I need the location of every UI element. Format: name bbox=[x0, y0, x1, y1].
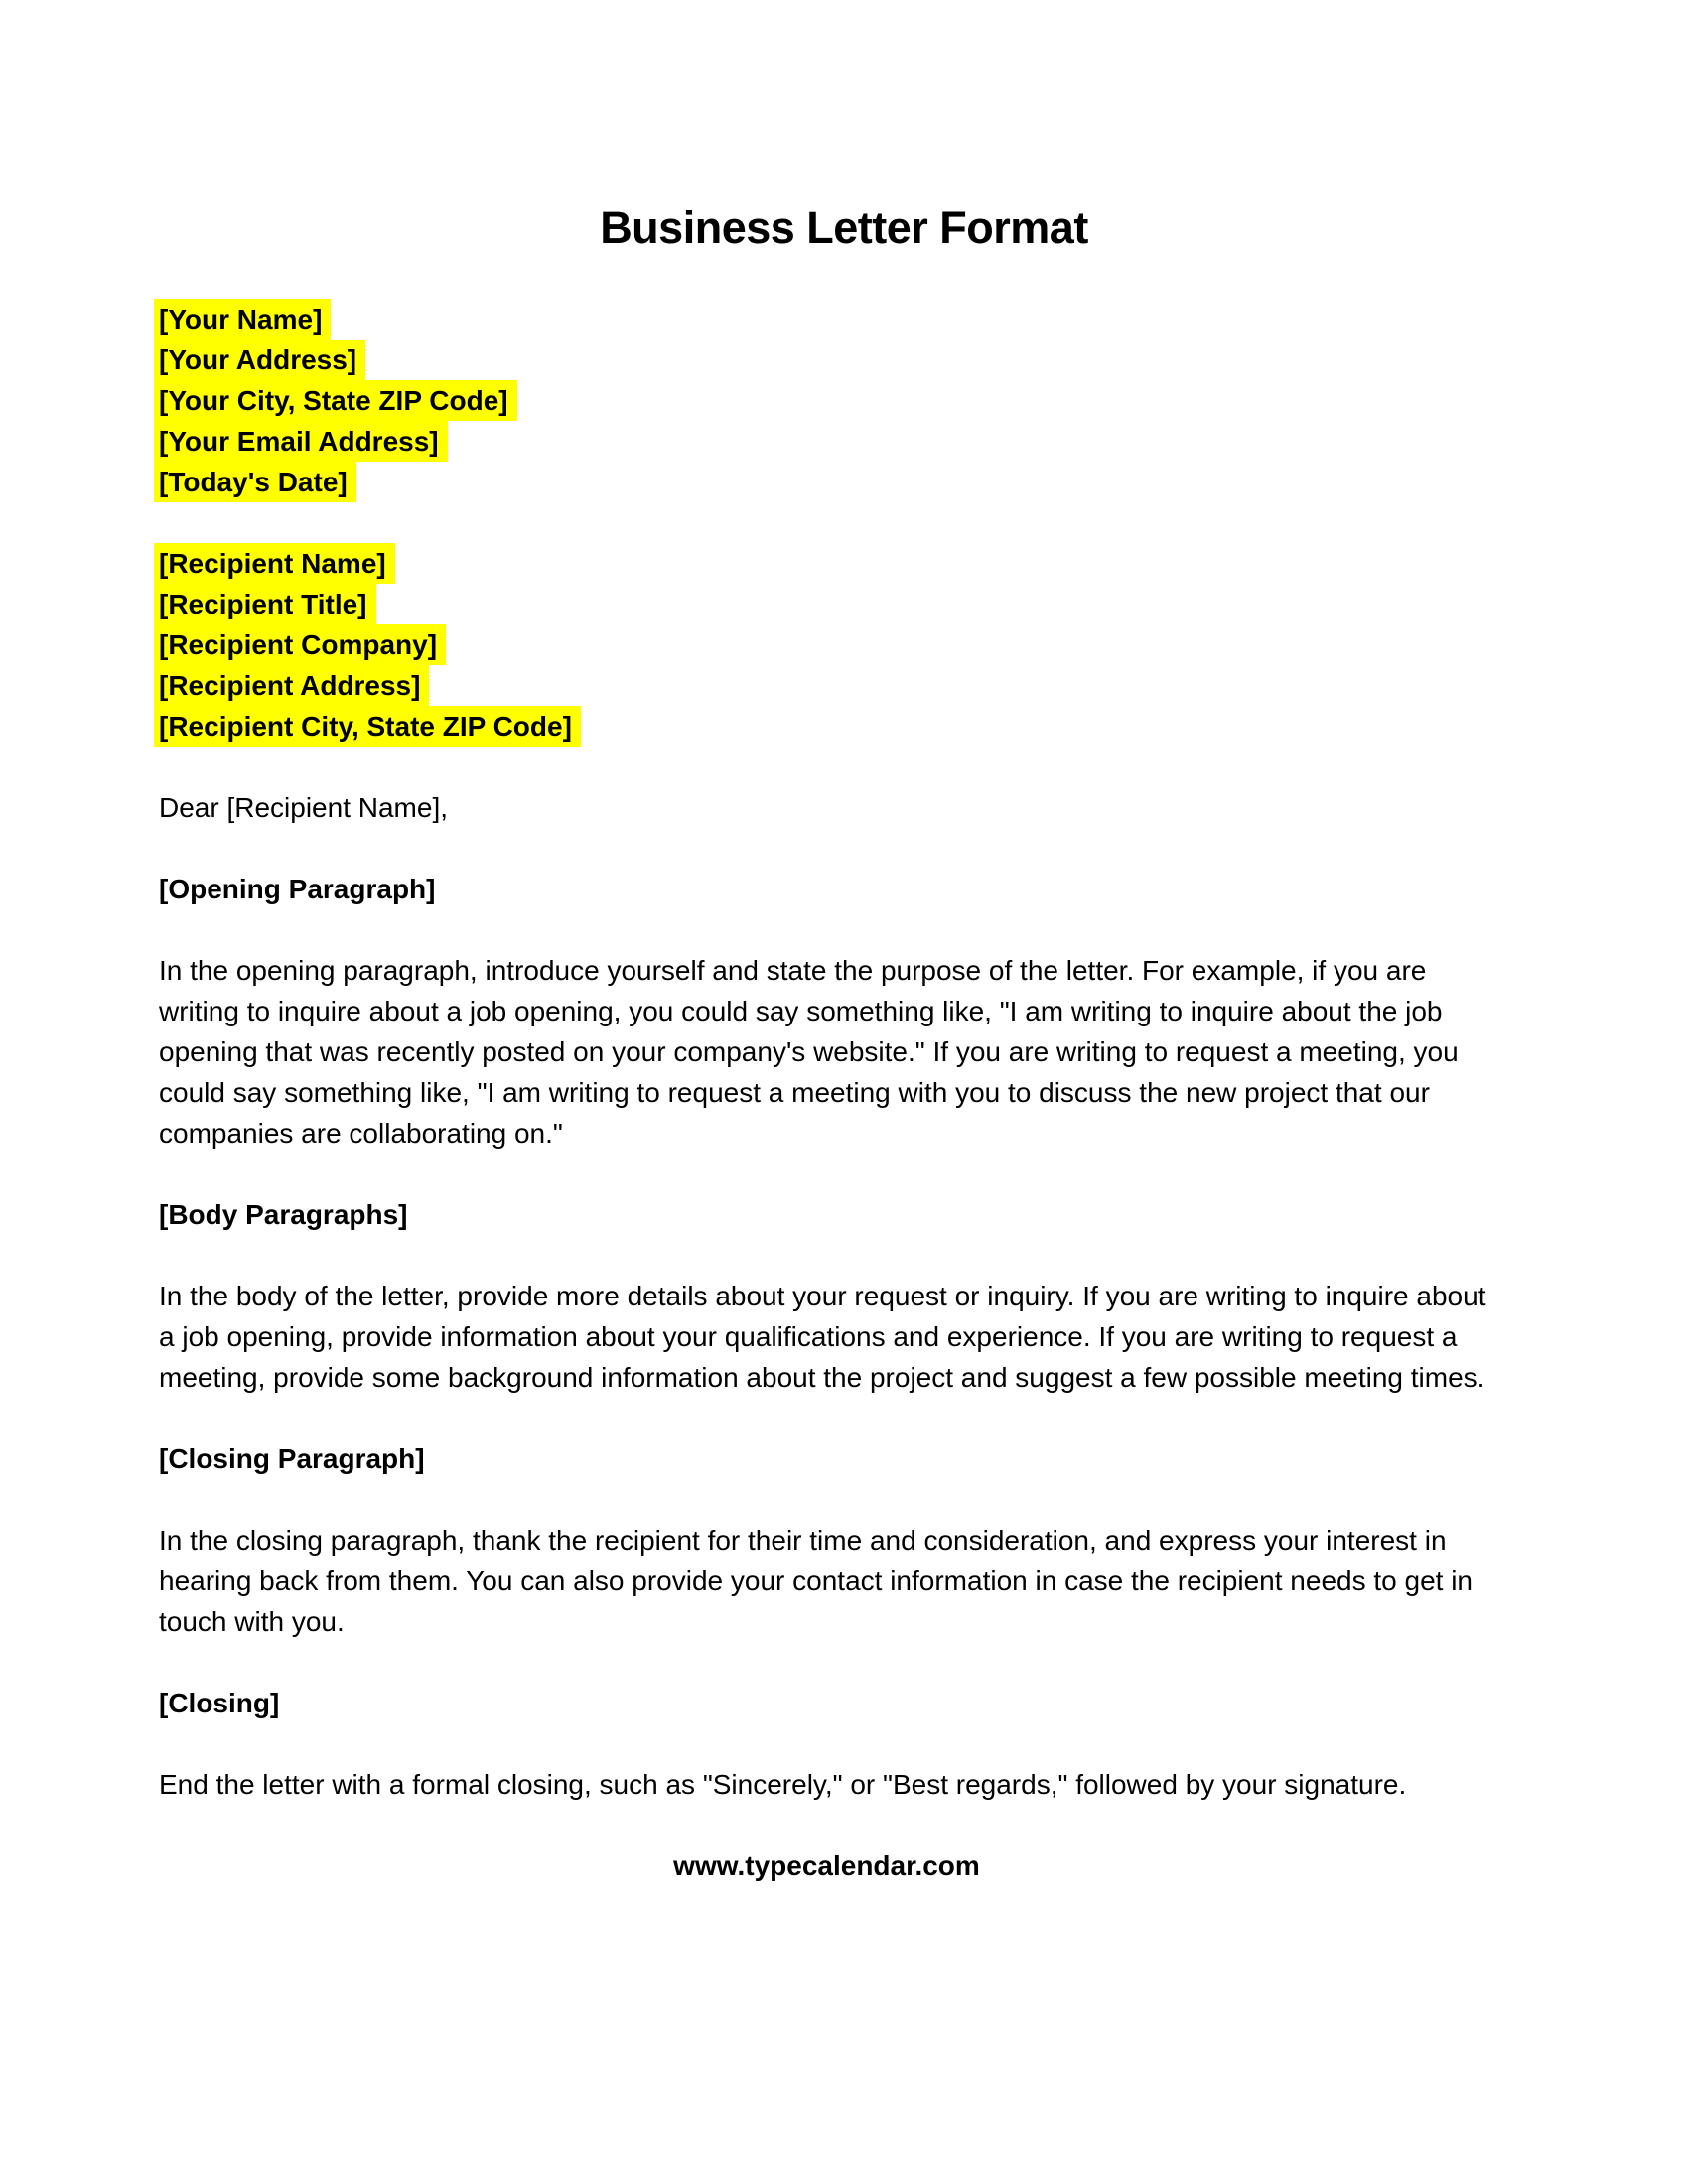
sender-line bbox=[159, 380, 1494, 421]
sender-line bbox=[159, 340, 1494, 380]
sender-email-placeholder: [Your Email Address] bbox=[154, 421, 448, 462]
recipient-line bbox=[159, 584, 1494, 624]
recipient-company-placeholder: [Recipient Company] bbox=[154, 624, 446, 665]
todays-date-placeholder: [Today's Date] bbox=[154, 462, 356, 502]
closing-heading: [Closing] bbox=[159, 1688, 280, 1718]
recipient-line bbox=[159, 665, 1494, 706]
closing-paragraph-body: In the closing paragraph, thank the recipient for their time and consideration, and express your interest in hearing back from them. You can also provide your contact information in case the recipient needs to get in touch with you. bbox=[159, 1525, 1473, 1637]
opening-paragraph-body: In the opening paragraph, introduce yourself and state the purpose of the letter. For example, if you are writing to inquire about a job opening, you could say something like, "I am writing to inquire about the job opening that was recently posted on your company's website." If you are writing to request a meeting, you could say something like, "I am writing to request a meeting with you to discuss the new project that our companies are collaborating on." bbox=[159, 955, 1459, 1149]
recipient-line bbox=[159, 706, 1494, 747]
document-title: Business Letter Format bbox=[600, 203, 1088, 253]
opening-paragraph-heading: [Opening Paragraph] bbox=[159, 874, 436, 904]
closing-paragraph-heading: [Closing Paragraph] bbox=[159, 1443, 425, 1474]
footer-url: www.typecalendar.com bbox=[673, 1850, 980, 1881]
recipient-title-placeholder: [Recipient Title] bbox=[154, 584, 376, 624]
sender-name-placeholder: [Your Name] bbox=[154, 299, 331, 340]
recipient-city-state-zip-placeholder: [Recipient City, State ZIP Code] bbox=[154, 706, 581, 747]
sender-city-state-zip-placeholder: [Your City, State ZIP Code] bbox=[154, 380, 517, 421]
salutation: Dear [Recipient Name], bbox=[159, 792, 449, 823]
sender-line bbox=[159, 462, 1494, 502]
closing-body: End the letter with a formal closing, such as "Sincerely," or "Best regards," followed by your signature. bbox=[159, 1769, 1407, 1800]
body-paragraphs-heading: [Body Paragraphs] bbox=[159, 1199, 408, 1230]
recipient-line bbox=[159, 624, 1494, 665]
sender-line bbox=[159, 299, 1494, 340]
recipient-address-placeholder: [Recipient Address] bbox=[154, 665, 429, 706]
sender-block bbox=[159, 299, 1494, 502]
recipient-block bbox=[159, 543, 1494, 747]
body-paragraphs-body: In the body of the letter, provide more details about your request or inquiry. If you are writing to inquire about a job opening, provide information about your qualifications and experience. If you are writing to request a meeting, provide some background information about the project and suggest a few possible meeting times. bbox=[159, 1281, 1486, 1393]
sender-address-placeholder: [Your Address] bbox=[154, 340, 365, 380]
sender-line bbox=[159, 421, 1494, 462]
recipient-name-placeholder: [Recipient Name] bbox=[154, 543, 395, 584]
letter-content bbox=[159, 299, 1494, 1886]
recipient-line bbox=[159, 543, 1494, 584]
